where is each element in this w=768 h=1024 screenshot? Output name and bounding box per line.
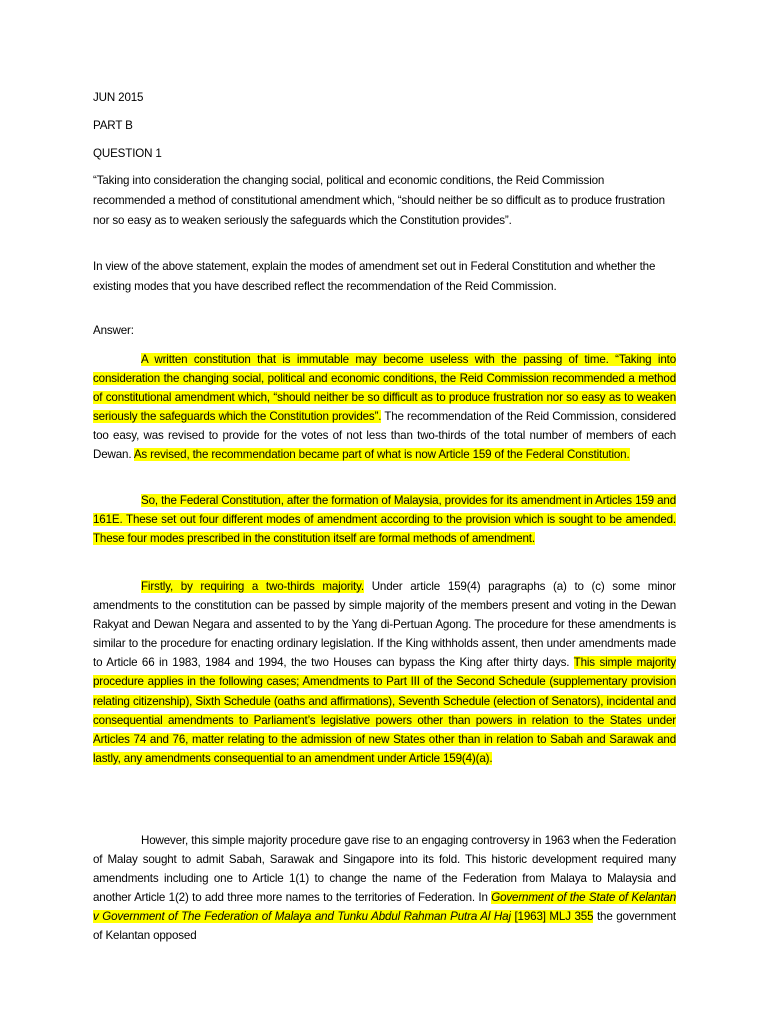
answer-label: Answer: xyxy=(93,324,134,337)
body-text: However, this simple majority procedure gave rise to an engaging controversy in 1963 when the Federation of Malay sought to admit Sabah, Sarawak and Singapore into its fold. This historic development required many amendments including one to Article 1(1) to change the name of the Federation from Malaya to Malaysia and another Article 1(2) to add three more names to the territories of Federation. In xyxy=(93,834,676,905)
highlighted-text: So, the Federal Constitution, after the formation of Malaysia, provides for its amendment in Articles 159 and 161E. These set out four different modes of amendment according to the provision which is sought to be amended. These four modes prescribed in the constitution itself are formal methods of amendment. xyxy=(93,494,676,546)
body-text: Under article 159(4) paragraphs (a) to (c) some minor amendments to the constitution can be passed by simple majority of the members present and voting in the Dewan Rakyat and Dewan Negara and assented to by the Yang di-Pertuan Agong. The procedure for these amendments is similar to the procedure for enacting ordinary legislation. If the King withholds assent, then under amendments made to Article 66 in 1983, 1984 and 1994, the two Houses can bypass the King after thirty days. xyxy=(93,580,676,670)
answer-paragraph-1 xyxy=(93,350,676,465)
answer-paragraph-3 xyxy=(93,577,676,768)
answer-paragraph-2 xyxy=(93,491,676,548)
question-instruction: In view of the above statement, explain the modes of amendment set out in Federal Constitution and whether the existing modes that you have described reflect the recommendation of the Reid Commission. xyxy=(93,260,656,293)
highlighted-text: Firstly, by requiring a two-thirds majority. xyxy=(141,580,364,593)
highlighted-text: This simple majority procedure applies in the following cases; Amendments to Part III of the Second Schedule (supplementary provision relating citizenship), Sixth Schedule (oaths and affirmations), Seventh Schedule (election of Senators), incidental and consequential amendments to Parliament’s legislative powers other than powers in relation to the States under Articles 74 and 76, matter relating to the admission of new States other than in relation to Sabah and Sarawak and lastly, any amendments consequential to an amendment under Article 159(4)(a). xyxy=(93,656,676,765)
question-quote: “Taking into consideration the changing social, political and economic conditions, the Reid Commission recommended a method of constitutional amendment which, “should neither be so difficult as to produce frustration nor so easy as to weaken seriously the safeguards which the Constitution provides”. xyxy=(93,174,665,227)
question-heading: QUESTION 1 xyxy=(93,147,162,160)
part-heading: PART B xyxy=(93,119,133,132)
highlighted-text: As revised, the recommendation became part of what is now Article 159 of the Federal Constitution. xyxy=(133,448,630,462)
case-name: Government of the State of Kelantan v Government of The Federation of Malaya and Tunku Abdul Rahman Putra Al Haj xyxy=(93,891,677,924)
highlighted-text: A written constitution that is immutable may become useless with the passing of time. “Taking into consideration the changing social, political and economic conditions, the Reid Commission recommended a method of constitutional amendment which, “should neither be so difficult as to produce frustration nor so easy as to weaken seriously the safeguards which the Constitution provides”. xyxy=(93,353,676,424)
case-citation: [1963] MLJ 355 xyxy=(510,910,594,924)
exam-date: JUN 2015 xyxy=(93,91,144,104)
body-text: The recommendation of the Reid Commission, considered too easy, was revised to provide for the votes of not less than two-thirds of the total number of members of each Dewan. xyxy=(93,410,676,462)
answer-paragraph-4 xyxy=(93,831,676,946)
body-text: the government of Kelantan opposed xyxy=(93,910,676,943)
